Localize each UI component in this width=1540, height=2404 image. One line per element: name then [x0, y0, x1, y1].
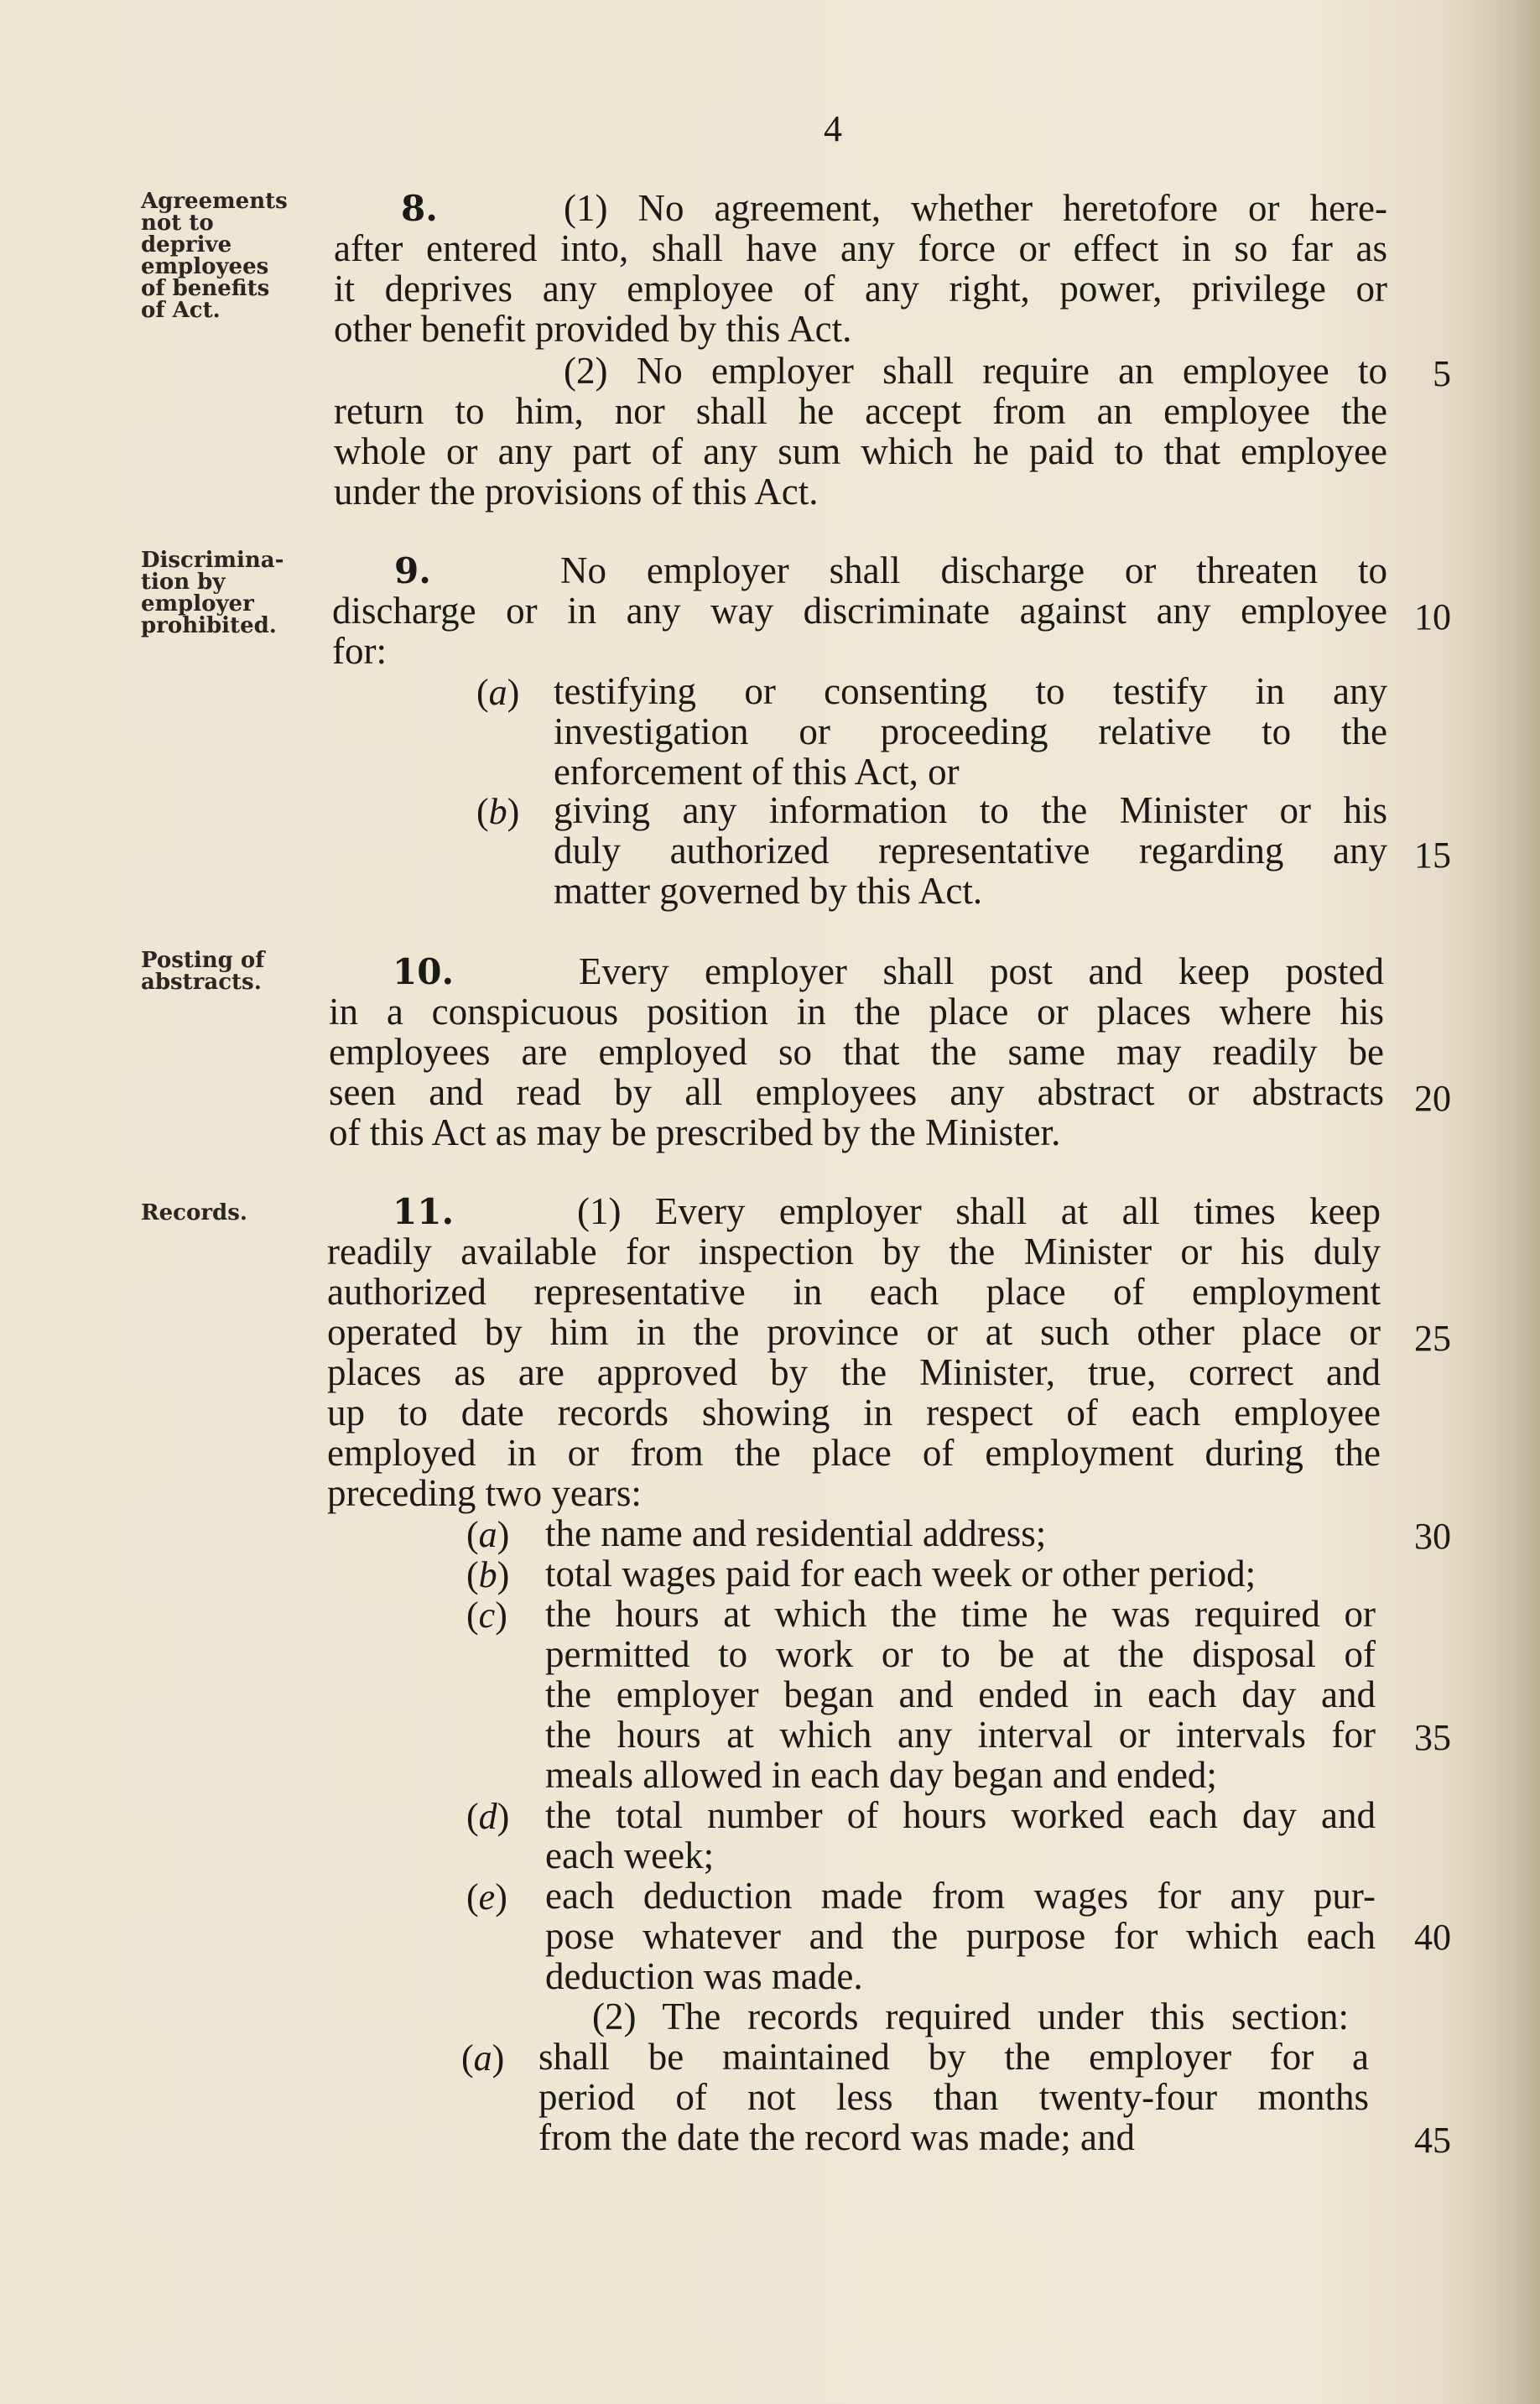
section-9-text-line: discharge or in any way discriminate against any employee — [332, 590, 1387, 632]
clause-11e-line: each deduction made from wages for any pur- — [545, 1875, 1376, 1917]
clause-label-9b: (b) — [476, 791, 520, 832]
page-number: 4 — [824, 108, 842, 149]
margin-note-line: of Act. — [141, 298, 221, 323]
section-8-number: 8. — [401, 188, 438, 229]
section-10-number: 10. — [393, 951, 455, 992]
section-8-text-line: it deprives any employee of any right, power, privilege or — [334, 268, 1387, 310]
clause-11c-line: the hours at which the time he was required or — [545, 1593, 1376, 1635]
margin-note-line: Posting of — [141, 948, 265, 973]
section-11-text-line: up to date records showing in respect of each employee — [327, 1392, 1381, 1434]
clause-11d-line: each week; — [545, 1834, 715, 1876]
clause-11c-line: the hours at which any interval or intervals for — [545, 1714, 1376, 1756]
line-number-45: 45 — [1414, 2120, 1451, 2161]
clause-11c-line: permitted to work or to be at the disposal of — [545, 1633, 1376, 1675]
section-11-text-line: employed in or from the place of employment during the — [327, 1432, 1381, 1474]
clause-9a-line: enforcement of this Act, or — [554, 751, 960, 793]
section-8-text-line: other benefit provided by this Act. — [334, 308, 852, 350]
section-10-text-line: of this Act as may be prescribed by the Minister. — [329, 1111, 1061, 1153]
margin-note-line: of benefits — [141, 276, 270, 301]
section-9-number: 9. — [394, 550, 431, 591]
clause-9b-line: duly authorized representative regarding any — [554, 830, 1387, 872]
margin-note-section-8 — [141, 190, 309, 321]
margin-note-line: tion by — [141, 570, 226, 595]
margin-note-line: not to — [141, 211, 214, 236]
section-11-text-line: (1) Every employer shall at all times keep — [577, 1190, 1381, 1232]
section-8-text-line: after entered into, shall have any force or effect in so far as — [334, 227, 1387, 269]
section-8-text-line: under the provisions of this Act. — [334, 471, 819, 513]
clause-11e-line: deduction was made. — [545, 1955, 863, 1997]
line-number-25: 25 — [1414, 1318, 1451, 1359]
clause-11c-line: meals allowed in each day began and ended; — [545, 1754, 1217, 1796]
margin-note-line: employees — [141, 254, 269, 279]
line-number-30: 30 — [1414, 1516, 1451, 1557]
clause-label-11a: (a) — [466, 1514, 510, 1555]
clause-label-11d: (d) — [466, 1796, 510, 1837]
clause-9b-line: matter governed by this Act. — [554, 870, 983, 912]
clause-11c-line: the employer began and ended in each day and — [545, 1673, 1376, 1715]
margin-note-line: abstracts. — [141, 970, 262, 995]
margin-note-line: prohibited. — [141, 613, 277, 638]
clause-label-11-2a: (a) — [461, 2037, 505, 2079]
section-11-text-line: preceding two years: — [327, 1472, 642, 1514]
clause-label-9a: (a) — [476, 672, 520, 713]
section-8-text-line: whole or any part of any sum which he paid to that employee — [334, 430, 1387, 472]
line-number-20: 20 — [1414, 1078, 1451, 1119]
line-number-40: 40 — [1414, 1917, 1451, 1958]
clause-11-2a-line: shall be maintained by the employer for a — [538, 2036, 1369, 2078]
section-11-text-line: operated by him in the province or at such other place or — [327, 1311, 1381, 1353]
section-11-text-line: places as are approved by the Minister, true, correct and — [327, 1351, 1381, 1393]
margin-note-section-11 — [141, 1202, 309, 1224]
section-10-text-line: in a conspicuous position in the place or places where his — [329, 991, 1384, 1033]
margin-note-line: employer — [141, 591, 254, 617]
clause-label-11c: (c) — [466, 1595, 507, 1636]
line-number-10: 10 — [1414, 596, 1451, 637]
margin-note-line: deprive — [141, 232, 232, 258]
section-11-number: 11. — [393, 1191, 455, 1232]
section-9-text-line: No employer shall discharge or threaten to — [560, 549, 1387, 591]
clause-11d-line: the total number of hours worked each day and — [545, 1794, 1376, 1836]
section-8-text-line: (1) No agreement, whether heretofore or here- — [564, 187, 1387, 229]
clause-11-2a-line: period of not less than twenty-four months — [538, 2076, 1369, 2118]
section-10-text-line: seen and read by all employees any abstract or abstracts — [329, 1071, 1384, 1113]
clause-label-11b: (b) — [466, 1554, 510, 1595]
line-number-5: 5 — [1433, 353, 1451, 394]
clause-9b-line: giving any information to the Minister or his — [554, 789, 1387, 831]
margin-note-line: Discrimina- — [141, 548, 284, 573]
section-10-text-line: employees are employed so that the same may readily be — [329, 1031, 1384, 1073]
clause-9a-line: testifying or consenting to testify in any — [554, 670, 1387, 712]
margin-note-section-9 — [141, 549, 309, 637]
section-8-text-line: return to him, nor shall he accept from an employee the — [334, 390, 1387, 432]
line-number-15: 15 — [1414, 835, 1451, 876]
line-number-35: 35 — [1414, 1717, 1451, 1758]
section-11-text-line: authorized representative in each place of employment — [327, 1271, 1381, 1313]
section-10-text-line: Every employer shall post and keep posted — [579, 950, 1384, 992]
section-8-text-line: (2) No employer shall require an employee to — [564, 350, 1387, 392]
clause-label-11e: (e) — [466, 1876, 507, 1917]
section-11-text-line: readily available for inspection by the Minister or his duly — [327, 1231, 1381, 1272]
clause-11-2a-line: from the date the record was made; and — [538, 2116, 1135, 2158]
section-11-subsection-2: (2) The records required under this section: — [592, 1996, 1349, 2037]
clause-11a-line: the name and residential address; — [545, 1512, 1047, 1554]
margin-note-line: Records. — [141, 1200, 247, 1225]
clause-11b-line: total wages paid for each week or other period; — [545, 1553, 1256, 1595]
clause-11e-line: pose whatever and the purpose for which each — [545, 1915, 1376, 1957]
margin-note-section-10 — [141, 950, 309, 993]
margin-note-line: Agreements — [141, 189, 288, 214]
section-9-text-line: for: — [332, 630, 387, 672]
clause-9a-line: investigation or proceeding relative to the — [554, 710, 1387, 752]
